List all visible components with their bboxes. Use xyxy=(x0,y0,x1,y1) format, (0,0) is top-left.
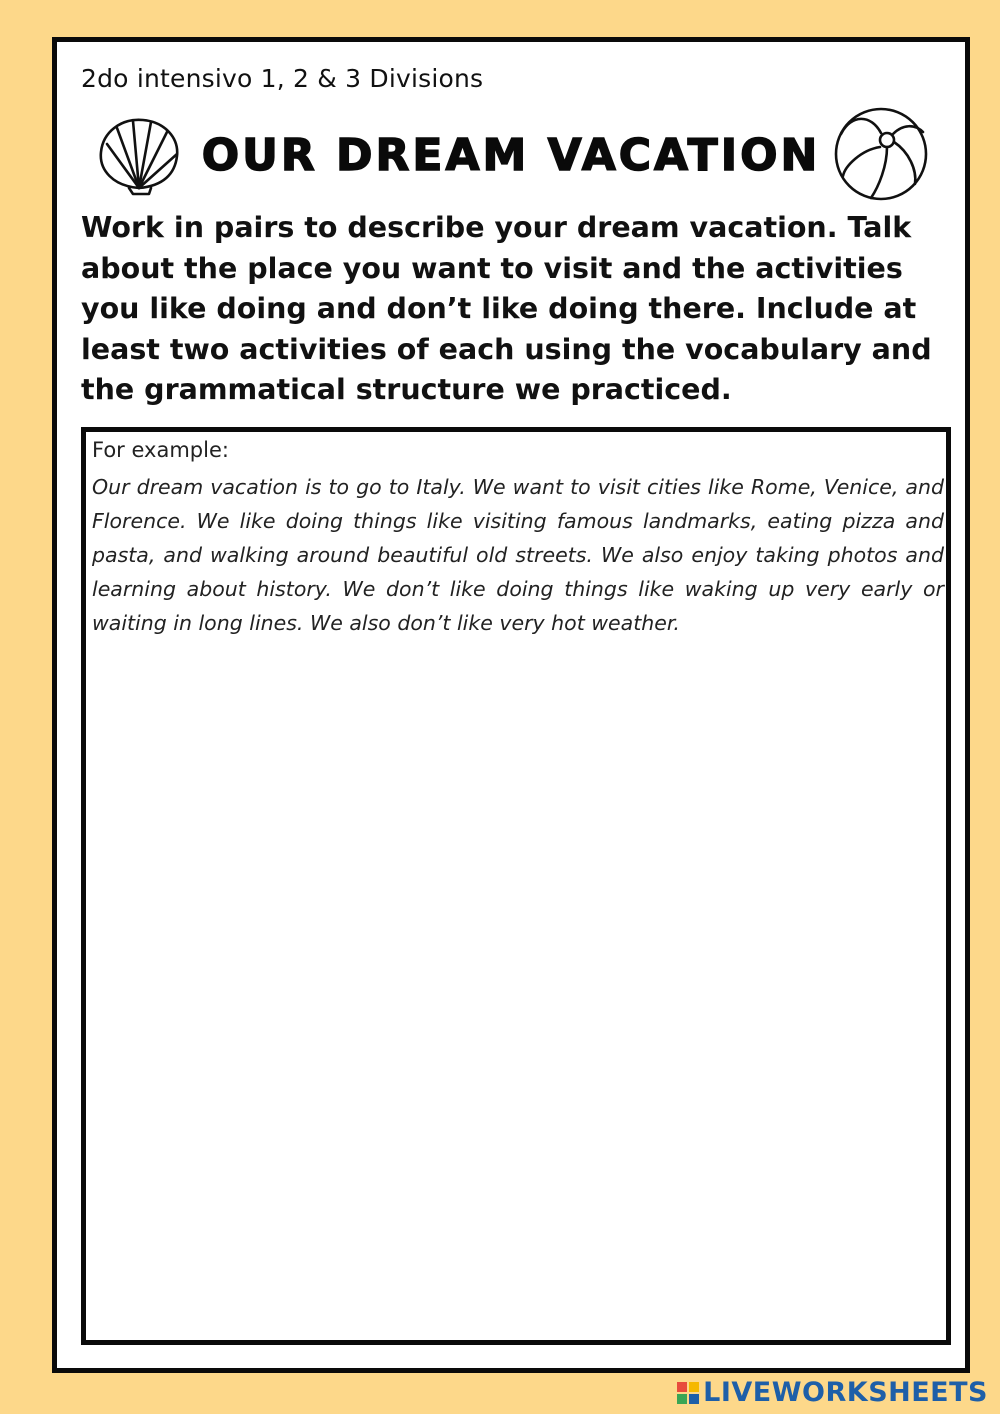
instructions-text: Work in pairs to describe your dream vacation. Talk about the place you want to visit and the activities you like doing and don’t like doing there. Include at least two activities of each using the vocabulary and the grammatical structure we practiced. xyxy=(81,211,932,406)
example-text: Our dream vacation is to go to Italy. We want to visit cities like Rome, Venice, and Florence. We like doing things like visiting famous landmarks, eating pizza and pasta, and walking around beautiful old streets. We also enjoy taking photos and learning about history. We don’t like doing things like waking up very early or waiting in long lines. We also don’t like very hot weather. xyxy=(92,475,944,635)
course-line: 2do intensivo 1, 2 & 3 Divisions xyxy=(81,64,484,93)
beach-ball-icon xyxy=(831,104,931,204)
answer-box[interactable] xyxy=(81,427,951,1345)
example-label: For example: xyxy=(92,438,229,462)
brand-text: LIVEWORKSHEETS xyxy=(703,1377,988,1408)
worksheet-page xyxy=(52,37,970,1373)
liveworksheets-logo xyxy=(677,1377,988,1408)
liveworksheets-mark-icon xyxy=(677,1382,699,1404)
page-title: OUR DREAM VACATION xyxy=(201,130,821,181)
